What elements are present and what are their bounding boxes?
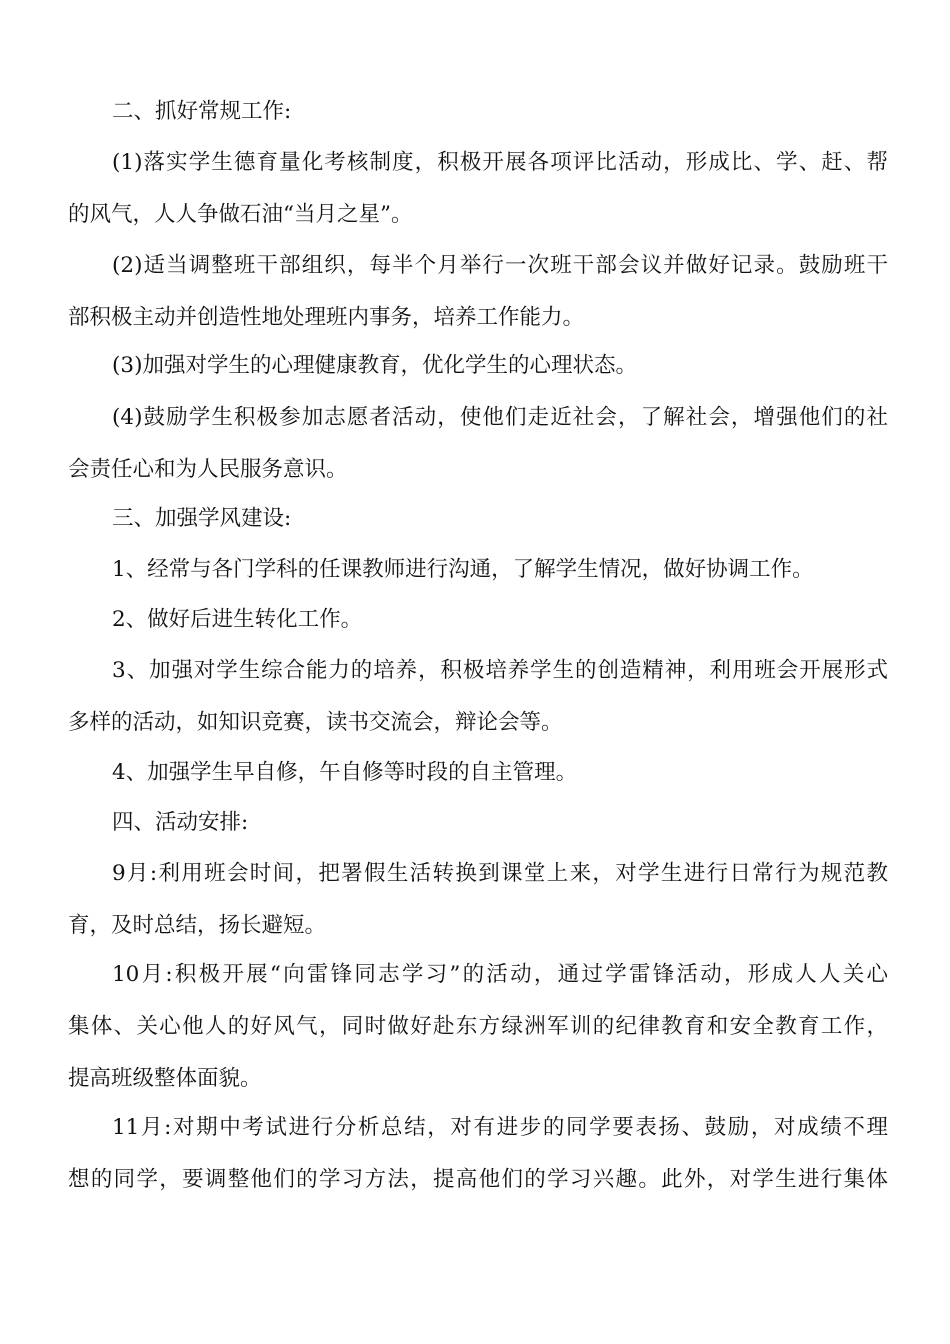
- paragraph-line: (3)加强对学生的心理健康教育，优化学生的心理状态。: [112, 353, 637, 378]
- heading-activities: [68, 797, 888, 849]
- paragraph-item-2: [68, 240, 888, 344]
- paragraph-item-3: [68, 340, 888, 392]
- heading-routine-work: [68, 86, 888, 138]
- paragraph-study-3: [68, 645, 888, 749]
- paragraph-line: 3、加强对学生综合能力的培养，积极培养学生的创造精神，利用班会开展形式: [112, 658, 888, 683]
- paragraph-line: 1、经常与各门学科的任课教师进行沟通，了解学生情况，做好协调工作。: [112, 557, 814, 582]
- paragraph-line: 集体、关心他人的好风气，同时做好赴东方绿洲军训的纪律教育和安全教育工作，: [68, 1014, 888, 1039]
- paragraph-september: [68, 848, 888, 952]
- paragraph-line: 育，及时总结，扬长避短。: [68, 913, 327, 938]
- paragraph-study-2: [68, 594, 888, 646]
- paragraph-line: 四、活动安排:: [112, 810, 249, 835]
- paragraph-line: 的风气，人人争做石油“当月之星”。: [68, 202, 413, 227]
- paragraph-line: 想的同学，要调整他们的学习方法，提高他们的学习兴趣。此外，对学生进行集体: [68, 1167, 888, 1192]
- paragraph-line: 三、加强学风建设:: [112, 506, 292, 531]
- paragraph-line: 11月:对期中考试进行分析总结，对有进步的同学要表扬、鼓励，对成绩不理: [112, 1115, 888, 1140]
- paragraph-october: [68, 949, 888, 1105]
- paragraph-line: 会责任心和为人民服务意识。: [68, 457, 348, 482]
- paragraph-line: 二、抓好常规工作:: [112, 99, 292, 124]
- paragraph-study-1: [68, 544, 888, 596]
- paragraph-line: 部积极主动并创造性地处理班内事务，培养工作能力。: [68, 305, 585, 330]
- paragraph-line: (1)落实学生德育量化考核制度，积极开展各项评比活动，形成比、学、赶、帮: [112, 150, 888, 175]
- paragraph-line: 2、做好后进生转化工作。: [112, 607, 363, 632]
- paragraph-item-4: [68, 392, 888, 496]
- paragraph-line: 提高班级整体面貌。: [68, 1066, 262, 1091]
- paragraph-item-1: [68, 137, 888, 241]
- paragraph-line: (4)鼓励学生积极参加志愿者活动，使他们走近社会，了解社会，增强他们的社: [112, 405, 888, 430]
- paragraph-study-4: [68, 747, 888, 799]
- paragraph-line: 9月:利用班会时间，把署假生活转换到课堂上来，对学生进行日常行为规范教: [112, 861, 888, 886]
- paragraph-line: 10月:积极开展“向雷锋同志学习”的活动，通过学雷锋活动，形成人人关心: [112, 962, 888, 987]
- paragraph-line: 4、加强学生早自修，午自修等时段的自主管理。: [112, 760, 578, 785]
- paragraph-line: (2)适当调整班干部组织，每半个月举行一次班干部会议并做好记录。鼓励班干: [112, 253, 888, 278]
- heading-study-style: [68, 493, 888, 545]
- paragraph-november: [68, 1102, 888, 1206]
- paragraph-line: 多样的活动，如知识竞赛，读书交流会，辩论会等。: [68, 710, 563, 735]
